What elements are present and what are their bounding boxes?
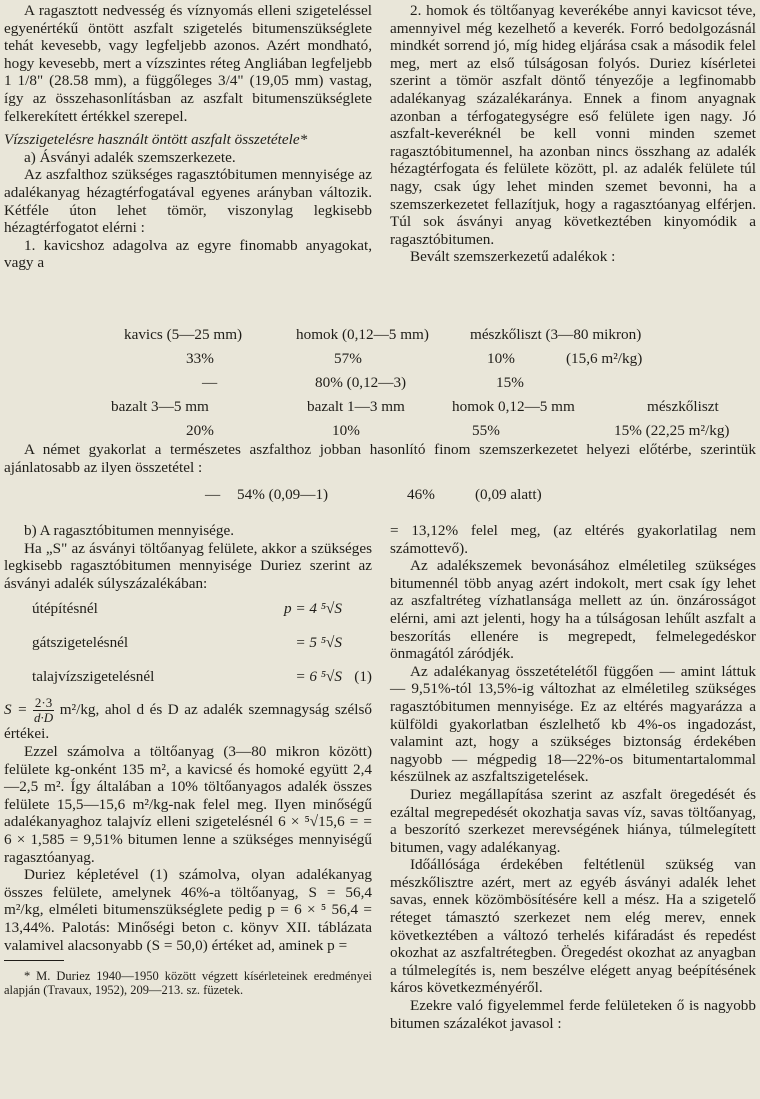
table-cell: homok 0,12—5 mm <box>452 398 575 415</box>
table-cell: — <box>205 486 221 503</box>
formula: = 5 ⁵√S <box>295 634 342 652</box>
paragraph: Időállósága érdekében feltétlenül szükség van mészkőlisztre azért, mert az egyéb ásványi adalék lehet savas, ennek közömbösítésére kell a mész. Ha a szigetelő réteget támasztó szerkezet nem elég merev, ennek következtében a változó terhelés kifáradást és repedést okozhat az aszfaltrétegben. Öregedést okozhat az anyagban a túlmelegítés is, nem beszélve elégett anyag beépítésének káros következményéről. <box>390 856 756 997</box>
table-cell: 15% <box>496 374 524 391</box>
table-cell: 46% <box>407 486 435 503</box>
formula: = 6 ⁵√S <box>295 668 342 686</box>
paragraph: Az adalékanyag összetételétől függően — amint láttuk — 9,51%-tól 13,5%-ig változhat az elméletileg szükséges ragasztóbitumen mennyisége. Ez az eltérés magyarázza a külföldi gyakorlatban észlelhető kb 4%-os ingadozást, valamint azt, hogy a szükséges biztonság érdekében nagyobb — mégpedig 18—22%-os bitumentartalommal készülnek az aszfaltszigetelések. <box>390 662 756 786</box>
table-cell: 80% (0,12—3) <box>315 374 407 391</box>
table-cell: (15,6 m²/kg) <box>566 350 643 367</box>
table-cell: 10% <box>487 350 515 367</box>
formula-row <box>4 626 372 660</box>
paragraph: Az adalékszemek bevonásához elméletileg szükséges bitumennél több anyag azért indokolt, mert csak így lehet az aszfaltréteg vízhatlansága mellett az ún. önzárosságot elérni, ami azt jelenti, hogy ha a túlságosan lehűlt aszfalt a beszorítás ellenére is megrepedt, felmelegedéskor önmagától záródjék. <box>390 557 756 663</box>
numerator: 2·3 <box>34 695 53 711</box>
table-cell: 57% <box>334 350 362 367</box>
formula-text: m²/kg, ahol d és D az adalék szemnagyság szélső értékei. <box>4 701 372 743</box>
formula-label: útépítésnél <box>32 600 98 618</box>
formula: p = 4 ⁵√S <box>283 600 342 618</box>
formula-label: gátszigetelésnél <box>32 634 129 652</box>
denominator: d·D <box>33 710 54 726</box>
table-cell: 15% (22,25 m²/kg) <box>614 422 730 439</box>
subsection-heading-a: a) Ásványi adalék szemszerkezete. <box>24 148 236 166</box>
table-cell: — <box>202 374 218 391</box>
paragraph: Duriez képletével (1) számolva, olyan adalékanyag összes felülete, amelynek 46%-a töltőanyag, S = 56,4 m²/kg, elméleti bitumenszükséglete pedig p = 6 × ⁵ 56,4 = 13,44%. Palotás: Minőségi beton c. könyv XII. táblázata valamivel alacsonyabb (S = 50,0) értéket ad, aminek p = <box>4 866 372 954</box>
table-cell: 55% <box>472 422 500 439</box>
table-cell: 10% <box>332 422 360 439</box>
equation-number: (1) <box>354 668 372 686</box>
formula-label: talajvízszigetelésnél <box>32 668 155 686</box>
paragraph: Duriez megállapítása szerint az aszfalt öregedését és ezáltal megrepedését okozhatja savas víz, savas töltőanyag, a beszorító szerkezet merevségének hiánya, túlmelegített bitumen, vagy adalékanyag. <box>390 785 756 856</box>
formula-row <box>4 592 372 626</box>
table-cell: mészkőliszt (3—80 mikron) <box>470 326 642 343</box>
paragraph: 1. kavicshoz adagolva az egyre finomabb anyagokat, vagy a <box>4 236 372 272</box>
fraction <box>33 696 54 725</box>
paragraph: A német gyakorlat a természetes aszfalthoz jobban hasonlító finom szemszerkezetet helyezi előtérbe, szerintük ajánlatosabb az ilyen összetétel : <box>4 441 756 476</box>
formula-row <box>4 660 372 694</box>
table-cell: homok (0,12—5 mm) <box>296 326 429 343</box>
full-width-paragraph <box>4 441 756 476</box>
paragraph: = 13,12% felel meg, (az eltérés gyakorlatilag nem számottevő). <box>390 522 756 557</box>
footnote: * M. Duriez 1940—1950 között végzett kísérleteinek eredményei alapján (Travaux, 1952), 209—213. sz. füzetek. <box>4 969 372 998</box>
aggregate-table <box>0 326 760 446</box>
table-cell: 20% <box>186 422 214 439</box>
surface-formula <box>4 696 372 743</box>
paragraph: A ragasztott nedvesség és víznyomás elleni szigeteléssel egyenértékű öntött aszfalt szigetelés bitumenszükséglete tehát kevesebb, vagy legfeljebb azonos. Azért mondható, hogy kevesebb, mert a vízszintes réteg Angliában legfeljebb 1 1/8" (28.58 mm), a függőleges 3/4" (19,05 mm) vastag, így az összehasonlításban az aszfalt bitumenszükséglete felkerekített értékkel szerepel. <box>4 2 372 125</box>
right-column-upper <box>390 2 756 266</box>
right-column-lower <box>390 522 756 1032</box>
table-cell: mészkőliszt <box>647 398 719 415</box>
paragraph: Ezzel számolva a töltőanyag (3—80 mikron között) felülete kg-onként 135 m², a kavicsé és homoké együtt 2,4—2,5 m². Így általában a 10% töltőanyagos adalék összes felülete 15,5—15,6 m²/kg-nak felel meg. Ilyen minőségű adalékanyaghoz talajvíz elleni szigetelésnél 6 × ⁵√15,6 = = 6 × 1,585 = 9,51% bitumen lenne a szükséges mennyiségű ragasztóanyag. <box>4 742 372 866</box>
footnote-rule <box>4 960 64 961</box>
table-cell: kavics (5—25 mm) <box>124 326 243 343</box>
table-cell: bazalt 3—5 mm <box>111 398 209 415</box>
paragraph: Az aszfalthoz szükséges ragasztóbitumen mennyisége az adalékanyag hézagtérfogatával egyenes arányban változik. Kétféle úton lehet tömör, viszonylag legkisebb hézagtérfogatot elérni : <box>4 166 372 237</box>
left-column-lower <box>4 522 372 997</box>
paragraph: Bevált szemszerkezetű adalékok : <box>410 248 616 266</box>
table-cell: 54% (0,09—1) <box>237 486 329 503</box>
german-composition-row <box>0 486 760 506</box>
table-cell: (0,09 alatt) <box>475 486 542 503</box>
section-heading: Vízszigetelésre használt öntött aszfalt összetétele* <box>4 131 308 149</box>
paragraph: 2. homok és töltőanyag keverékébe annyi kavicsot téve, amennyivel még kezelhető a keverék. Forró bedolgozásnál mindkét sorrend jó, míg hideg eljárása csak a második felel meg, mert az első túlságosan folyós. Duriez kísérletei szerint a tömör aszfalt döntő tényezője a legfinomabb adalékanyag százalékaránya. Ennek a finom anyagnak azonban a térfogategységre eső felülete igen nagy. Jó aszfalt-keveréknél be kell vonni minden szemet ragasztóbitumennel, ha azonban nincs összhang az adalék hézagtérfogata és felülete között, pl. az adalék felülete túl nagy, csak úgy lehet minden szemet bevonni, ha a szemszerkezetet fellazítjuk, hogy a ragasztóanyag elférjen. Túl sok ásványi anyag következtében kinyomódik a ragasztóbitumen. <box>390 2 756 248</box>
subsection-heading-b: b) A ragasztóbitumen mennyisége. <box>24 522 235 539</box>
table-cell: 33% <box>186 350 214 367</box>
table-cell: bazalt 1—3 mm <box>307 398 405 415</box>
formula: S = <box>4 701 28 719</box>
left-column-upper <box>4 2 372 272</box>
paragraph: Ha „S" az ásványi töltőanyag felülete, akkor a szükséges legkisebb ragasztóbitumen mennyisége Duriez szerint az ásványi adalék súlyszázalékában: <box>4 539 372 592</box>
paragraph: Ezekre való figyelemmel ferde felületeken ő is nagyobb bitumen százalékot javasol : <box>390 997 756 1032</box>
